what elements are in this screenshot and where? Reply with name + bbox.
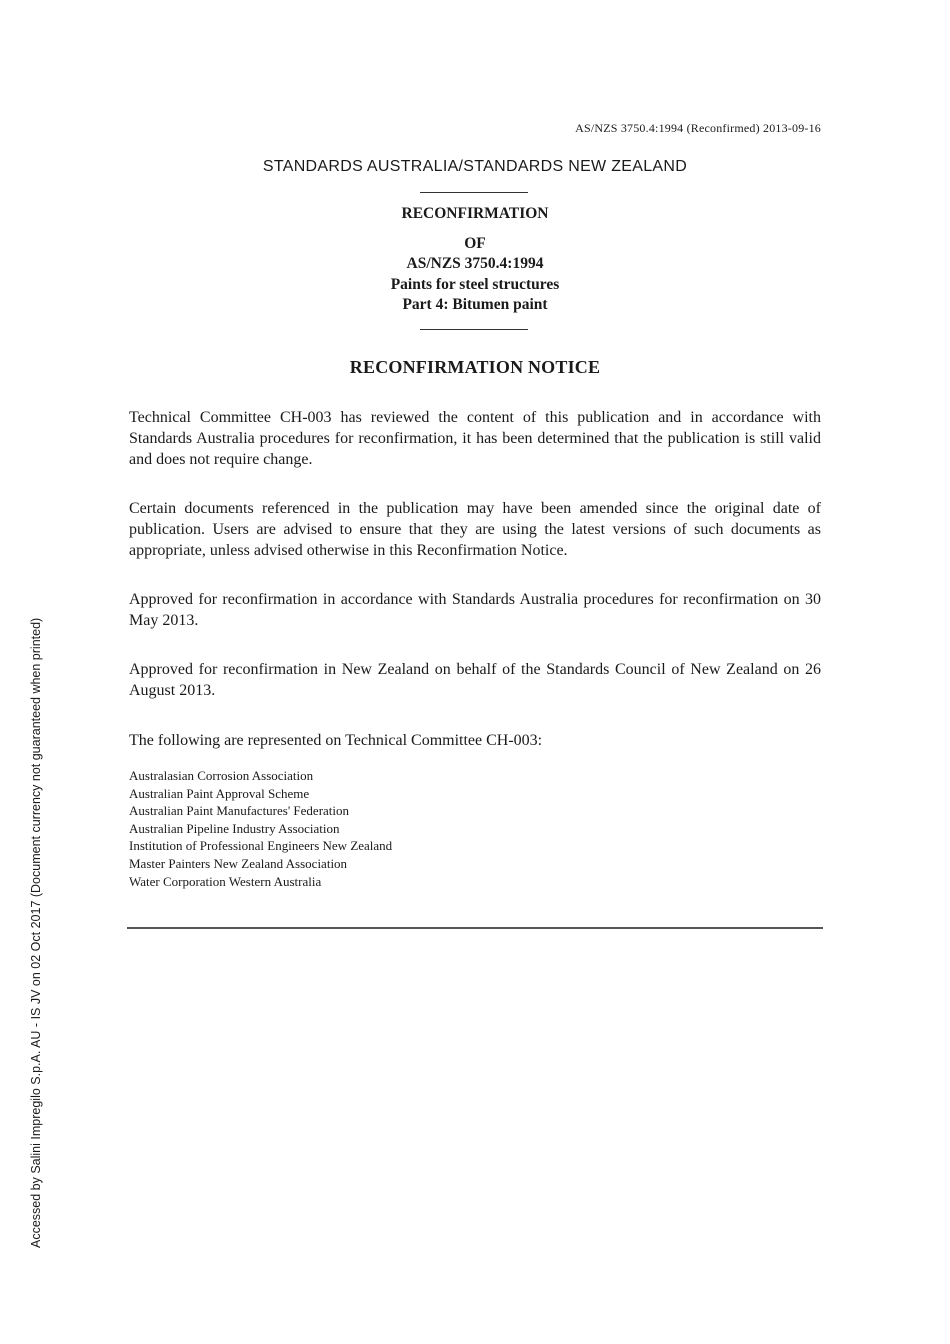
title-divider-top xyxy=(420,192,528,193)
reconfirmation-title xyxy=(0,204,950,316)
list-item: Australian Paint Manufactures' Federation xyxy=(129,803,350,819)
notice-heading: RECONFIRMATION NOTICE xyxy=(349,357,601,377)
notice-paragraph-review: Technical Committee CH-003 has reviewed the content of this publication and in accordance with Standards Australia procedures for reconfirmation, it has been determined that the publication is still valid and does not require change. xyxy=(129,409,821,468)
list-item: Master Painters New Zealand Association xyxy=(129,855,348,871)
list-item: Australian Pipeline Industry Association xyxy=(129,820,340,836)
title-line-reconfirmation: RECONFIRMATION xyxy=(401,205,549,222)
title-line-standard-title: Paints for steel structures xyxy=(390,275,560,293)
notice-paragraph-references: Certain documents referenced in the publication may have been amended since the original date of publication. Users are advised to ensure that they are using the latest versions of such documents as appropriate, unless advised otherwise in this Reconfirmation Notice. xyxy=(129,500,821,559)
notice-paragraph-committee-intro: The following are represented on Technical Committee CH-003: xyxy=(129,732,543,749)
document-reference: AS/NZS 3750.4:1994 (Reconfirmed) 2013-09-16 xyxy=(575,121,821,135)
title-divider-bottom xyxy=(420,329,528,330)
list-item: Institution of Professional Engineers New Zealand xyxy=(129,838,393,854)
list-item: Water Corporation Western Australia xyxy=(129,873,322,889)
notice-paragraph-approval-australia: Approved for reconfirmation in accordance with Standards Australia procedures for reconfirmation on 30 May 2013. xyxy=(129,591,821,629)
title-line-standard-number: AS/NZS 3750.4:1994 xyxy=(406,255,544,273)
committee-member-list xyxy=(129,767,392,890)
organization-name: STANDARDS AUSTRALIA/STANDARDS NEW ZEALAND xyxy=(262,158,688,175)
title-line-part: Part 4: Bitumen paint xyxy=(402,296,548,314)
list-item: Australasian Corrosion Association xyxy=(129,768,314,783)
bottom-divider xyxy=(127,927,823,929)
notice-paragraph-approval-nz: Approved for reconfirmation in New Zealand on behalf of the Standards Council of New Zealand on 26 August 2013. xyxy=(129,661,821,699)
title-line-of: OF xyxy=(464,234,486,252)
access-watermark: Accessed by Salini Impregilo S.p.A. AU - IS JV on 02 Oct 2017 (Document currency not guaranteed when printed) xyxy=(29,617,43,1248)
list-item: Australian Paint Approval Scheme xyxy=(129,785,310,801)
